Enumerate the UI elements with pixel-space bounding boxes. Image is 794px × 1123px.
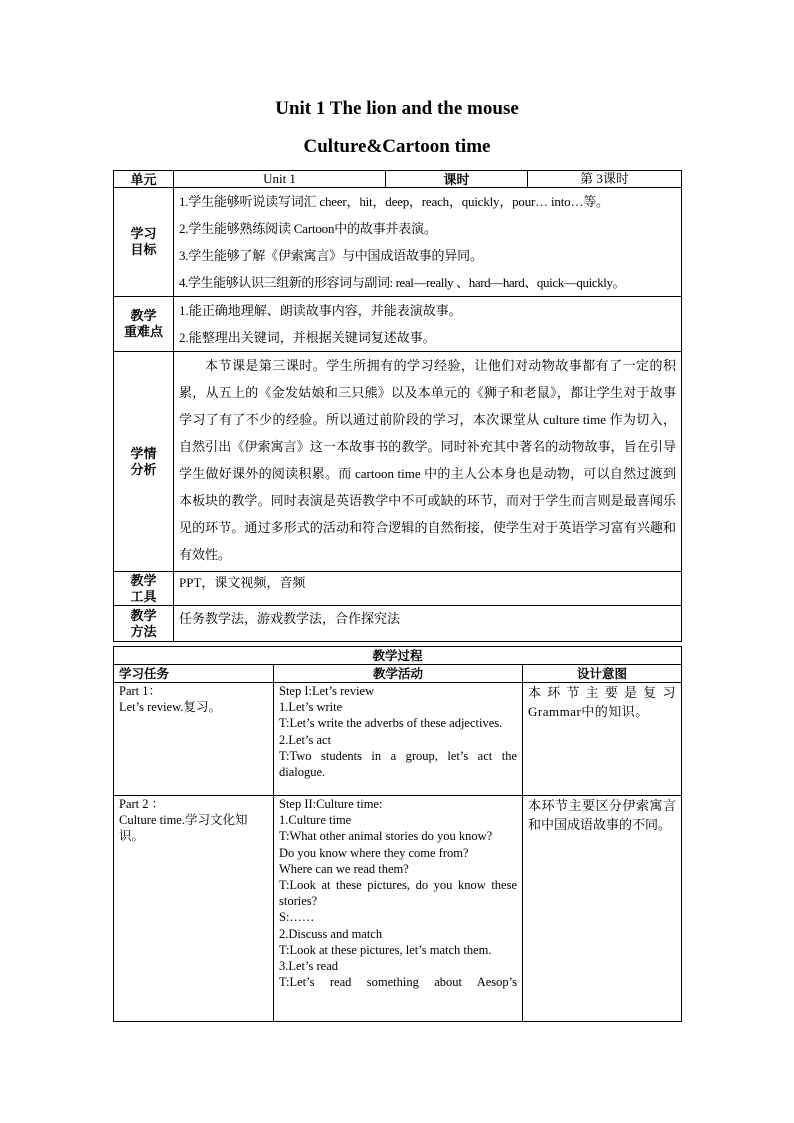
key-points-row <box>114 297 682 352</box>
activity-line: Do you know where they come from? <box>279 845 469 860</box>
process-row <box>114 796 682 1022</box>
tools-content <box>174 572 682 606</box>
analysis-label-line1: 学情 <box>130 445 157 461</box>
objectives-label-line1: 学习 <box>130 226 157 241</box>
col-activity-header: 教学活动 <box>274 665 523 683</box>
intent-cell: 本环节主要区分伊索寓言和中国成语故事的不同。 <box>523 796 682 1022</box>
teaching-process-table <box>113 646 682 1022</box>
tools-row <box>114 572 682 606</box>
tools-label <box>114 572 174 606</box>
activity-line: Step I:Let’s review <box>279 684 375 698</box>
analysis-label-line2: 分析 <box>130 461 157 477</box>
activity-line: 2.Discuss and match <box>279 926 383 941</box>
methods-label-line2: 方法 <box>130 623 157 639</box>
document-subtitle: Culture&Cartoon time <box>303 136 491 157</box>
unit-row <box>114 171 682 188</box>
activity-line: 1.Culture time <box>279 813 352 828</box>
activity-line: 1.Let’s write <box>279 700 343 715</box>
tools-label-line1: 教学 <box>130 572 157 588</box>
col-intent-header: 设计意图 <box>523 665 682 683</box>
activity-line: T:Look at these pictures, let’s match them. <box>279 942 492 957</box>
col-task-header: 学习任务 <box>114 665 274 683</box>
objective-item: 2.学生能够熟练阅读 Cartoon中的故事并表演。 <box>179 221 437 236</box>
activity-line: T:Let’s read something about Aesop’s <box>279 975 517 990</box>
objective-item: 1.学生能够听说读写词汇 cheer，hit，deep，reach，quickly，pour… into…等。 <box>179 194 609 209</box>
activity-line: Where can we read them? <box>279 861 409 876</box>
activity-line: T:Look at these pictures, do you know these stories? <box>279 878 517 909</box>
task-cell: Part 1： Let’s review.复习。 <box>114 683 274 796</box>
lesson-value: 第 3课时 <box>528 171 682 188</box>
methods-row <box>114 606 682 642</box>
activity-line: T:Two students in a group, let’s act the dialogue. <box>279 748 517 780</box>
process-title: 教学过程 <box>114 647 682 665</box>
intent-cell: 本环节主要是复习 Grammar中的知识。 <box>523 683 682 796</box>
process-row <box>114 683 682 796</box>
methods-content <box>174 606 682 642</box>
lesson-info-table <box>113 170 682 642</box>
key-points-label-line2: 重难点 <box>123 324 163 339</box>
unit-label: 单元 <box>114 171 174 188</box>
analysis-content <box>174 352 682 572</box>
activity-line: Step II:Culture time: <box>279 797 383 811</box>
task-cell: Part 2 ： Culture time.学习文化知识。 <box>114 796 274 1022</box>
tools-text: PPT，课文视频，音频 <box>179 575 306 590</box>
methods-label <box>114 606 174 642</box>
key-points-content <box>174 297 682 352</box>
key-points-label-line1: 教学 <box>130 308 157 323</box>
objectives-content <box>174 188 682 297</box>
analysis-label <box>114 352 174 572</box>
process-header-row <box>114 665 682 683</box>
objective-item: 3.学生能够了解《伊索寓言》与中国成语故事的异同。 <box>179 248 483 263</box>
analysis-row <box>114 352 682 572</box>
methods-label-line1: 教学 <box>130 607 157 623</box>
objective-item: 4.学生能够认识三组新的形容词与副词: real—really 、hard—hard、quick—quickly。 <box>179 275 626 290</box>
process-title-row <box>114 647 682 665</box>
activity-line: 2.Let’s act <box>279 732 332 747</box>
activity-line: 3.Let’s read <box>279 959 339 974</box>
activity-line: S:…… <box>279 910 315 925</box>
document-title: Unit 1 The lion and the mouse <box>275 98 519 119</box>
lesson-label: 课时 <box>386 171 528 188</box>
key-point-item: 1.能正确地理解、朗读故事内容，并能表演故事。 <box>179 303 462 318</box>
analysis-paragraph: 本节课是第三课时。学生所拥有的学习经验，让他们对动物故事都有了一定的积累，从五上的《金发姑娘和三只熊》以及本单元的《狮子和老鼠》，都让学生对于故事学习了有了不少的经验。所以通过前阶段的学习，本次课堂从 culture time 作为切入，自然引出《伊索寓言》这一本故事书的教学。同时补充其中著名的动物故事，旨在引导学生做好课外的阅读积累。而 cartoon time 中的主人公本身也是动物，可以自然过渡到本板块的教学。同时表演是英语教学中不可或缺的环节，而对于学生而言则是最喜闻乐见的环节。通过多形式的活动和符合逻辑的自然衔接，使学生对于英语学习富有兴趣和有效性。 <box>179 358 676 562</box>
unit-value: Unit 1 <box>174 171 386 188</box>
objectives-row <box>114 188 682 297</box>
activity-cell <box>274 796 523 1022</box>
tools-label-line2: 工具 <box>130 588 157 604</box>
activity-line: T:Let’s write the adverbs of these adjectives. <box>279 716 503 731</box>
activity-cell <box>274 683 523 796</box>
key-point-item: 2.能整理出关键词，并根据关键词复述故事。 <box>179 330 436 345</box>
objectives-label-line2: 目标 <box>130 242 157 257</box>
activity-line: T:What other animal stories do you know? <box>279 829 493 844</box>
objectives-label <box>114 188 174 297</box>
key-points-label <box>114 297 174 352</box>
methods-text: 任务教学法，游戏教学法，合作探究法 <box>179 611 401 626</box>
